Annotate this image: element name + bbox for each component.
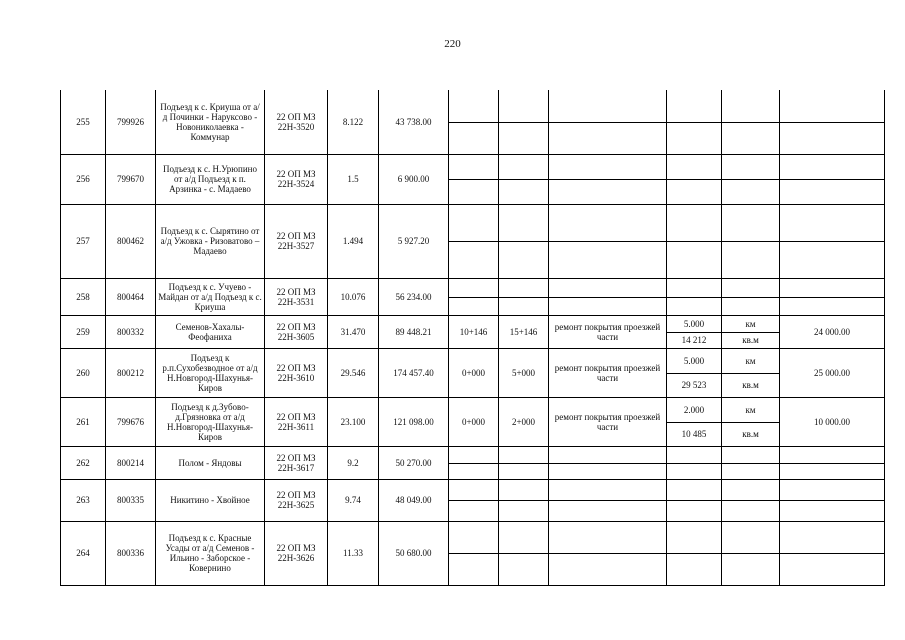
registry-id: 22 ОП МЗ 22Н-3605 xyxy=(265,315,328,348)
work-qty-area: 10 485 xyxy=(667,422,722,446)
empty-cell xyxy=(499,204,549,241)
road-length: 1.494 xyxy=(328,204,379,278)
empty-cell xyxy=(722,521,780,553)
road-name: Подъезд к с. Н.Урюпино от а/д Подъезд к п. Арзинка - с. Мадаево xyxy=(156,154,265,204)
row-number: 257 xyxy=(61,204,106,278)
work-cost: 10 000.00 xyxy=(780,397,885,446)
table-row xyxy=(61,348,885,373)
empty-cell xyxy=(499,521,549,553)
row-number: 256 xyxy=(61,154,106,204)
empty-cell xyxy=(549,122,667,154)
empty-cell xyxy=(549,154,667,179)
work-qty-km: 2.000 xyxy=(667,397,722,422)
table-row xyxy=(61,204,885,241)
empty-cell xyxy=(449,90,499,122)
table-row xyxy=(61,521,885,553)
registry-id: 22 ОП МЗ 22Н-3524 xyxy=(265,154,328,204)
empty-cell xyxy=(549,446,667,463)
empty-cell xyxy=(549,553,667,585)
work-start: 0+000 xyxy=(449,397,499,446)
road-name: Подъезд к д.Зубово-д.Грязновка от а/д Н.Новгород-Шахунья-Киров xyxy=(156,397,265,446)
road-value: 43 738.00 xyxy=(379,90,449,154)
row-number: 258 xyxy=(61,278,106,315)
empty-cell xyxy=(499,278,549,297)
empty-cell xyxy=(722,463,780,479)
empty-cell xyxy=(667,90,722,122)
empty-cell xyxy=(722,278,780,297)
empty-cell xyxy=(667,500,722,521)
work-qty-area: 14 212 xyxy=(667,332,722,348)
empty-cell xyxy=(449,553,499,585)
road-length: 11.33 xyxy=(328,521,379,585)
empty-cell xyxy=(780,479,885,500)
empty-cell xyxy=(549,179,667,204)
empty-cell xyxy=(667,204,722,241)
road-length: 9.74 xyxy=(328,479,379,521)
road-code: 800212 xyxy=(106,348,156,397)
work-type: ремонт покрытия проезжей части xyxy=(549,397,667,446)
road-value: 50 680.00 xyxy=(379,521,449,585)
empty-cell xyxy=(549,241,667,278)
work-unit-area: кв.м xyxy=(722,332,780,348)
empty-cell xyxy=(780,90,885,122)
empty-cell xyxy=(499,479,549,500)
empty-cell xyxy=(549,297,667,315)
road-name: Никитино - Хвойное xyxy=(156,479,265,521)
work-cost: 24 000.00 xyxy=(780,315,885,348)
empty-cell xyxy=(499,553,549,585)
registry-id: 22 ОП МЗ 22Н-3527 xyxy=(265,204,328,278)
empty-cell xyxy=(780,179,885,204)
empty-cell xyxy=(722,90,780,122)
road-name: Полом - Яндовы xyxy=(156,446,265,479)
work-start: 0+000 xyxy=(449,348,499,397)
road-length: 31.470 xyxy=(328,315,379,348)
road-code: 799670 xyxy=(106,154,156,204)
registry-id: 22 ОП МЗ 22Н-3610 xyxy=(265,348,328,397)
empty-cell xyxy=(667,179,722,204)
empty-cell xyxy=(449,521,499,553)
empty-cell xyxy=(667,479,722,500)
road-length: 9.2 xyxy=(328,446,379,479)
empty-cell xyxy=(499,241,549,278)
work-end: 2+000 xyxy=(499,397,549,446)
table-row xyxy=(61,315,885,332)
empty-cell xyxy=(780,521,885,553)
road-value: 50 270.00 xyxy=(379,446,449,479)
empty-cell xyxy=(549,479,667,500)
road-name: Подъезд к с. Учуево - Майдан от а/д Подъезд к с. Криуша xyxy=(156,278,265,315)
empty-cell xyxy=(549,500,667,521)
empty-cell xyxy=(449,500,499,521)
empty-cell xyxy=(780,122,885,154)
empty-cell xyxy=(549,521,667,553)
work-unit-km: км xyxy=(722,397,780,422)
work-unit-area: кв.м xyxy=(722,422,780,446)
work-type: ремонт покрытия проезжей части xyxy=(549,348,667,397)
row-number: 261 xyxy=(61,397,106,446)
road-value: 48 049.00 xyxy=(379,479,449,521)
road-length: 8.122 xyxy=(328,90,379,154)
road-code: 799676 xyxy=(106,397,156,446)
empty-cell xyxy=(667,154,722,179)
registry-id: 22 ОП МЗ 22Н-3626 xyxy=(265,521,328,585)
empty-cell xyxy=(499,90,549,122)
road-length: 10.076 xyxy=(328,278,379,315)
work-unit-km: км xyxy=(722,348,780,373)
road-length: 29.546 xyxy=(328,348,379,397)
empty-cell xyxy=(780,154,885,179)
empty-cell xyxy=(667,297,722,315)
road-length: 23.100 xyxy=(328,397,379,446)
road-name: Подъезд к с. Сырятино от а/д Ужовка - Ризоватово – Мадаево xyxy=(156,204,265,278)
row-number: 255 xyxy=(61,90,106,154)
registry-id: 22 ОП МЗ 22Н-3520 xyxy=(265,90,328,154)
empty-cell xyxy=(667,521,722,553)
empty-cell xyxy=(722,154,780,179)
empty-cell xyxy=(499,446,549,463)
table-row xyxy=(61,397,885,422)
empty-cell xyxy=(722,204,780,241)
empty-cell xyxy=(722,241,780,278)
row-number: 263 xyxy=(61,479,106,521)
empty-cell xyxy=(722,122,780,154)
table-row xyxy=(61,479,885,500)
road-code: 800332 xyxy=(106,315,156,348)
work-cost: 25 000.00 xyxy=(780,348,885,397)
empty-cell xyxy=(499,179,549,204)
table-row xyxy=(61,154,885,179)
road-name: Семенов-Хахалы-Феофаниха xyxy=(156,315,265,348)
empty-cell xyxy=(780,446,885,463)
road-name: Подъезд к с. Криуша от а/д Починки - Наруксово - Новониколаевка - Коммунар xyxy=(156,90,265,154)
road-code: 800464 xyxy=(106,278,156,315)
empty-cell xyxy=(449,154,499,179)
empty-cell xyxy=(722,446,780,463)
work-start: 10+146 xyxy=(449,315,499,348)
empty-cell xyxy=(780,278,885,297)
empty-cell xyxy=(667,463,722,479)
empty-cell xyxy=(667,122,722,154)
registry-id: 22 ОП МЗ 22Н-3617 xyxy=(265,446,328,479)
work-qty-area: 29 523 xyxy=(667,373,722,397)
road-value: 56 234.00 xyxy=(379,278,449,315)
road-value: 89 448.21 xyxy=(379,315,449,348)
empty-cell xyxy=(449,446,499,463)
empty-cell xyxy=(449,278,499,297)
empty-cell xyxy=(722,297,780,315)
empty-cell xyxy=(722,479,780,500)
empty-cell xyxy=(499,122,549,154)
road-code: 800335 xyxy=(106,479,156,521)
road-code: 800214 xyxy=(106,446,156,479)
road-code: 800462 xyxy=(106,204,156,278)
empty-cell xyxy=(549,278,667,297)
work-type: ремонт покрытия проезжей части xyxy=(549,315,667,348)
empty-cell xyxy=(722,553,780,585)
work-qty-km: 5.000 xyxy=(667,315,722,332)
empty-cell xyxy=(667,553,722,585)
road-value: 6 900.00 xyxy=(379,154,449,204)
registry-id: 22 ОП МЗ 22Н-3625 xyxy=(265,479,328,521)
table-row xyxy=(61,90,885,122)
empty-cell xyxy=(449,297,499,315)
table-row xyxy=(61,278,885,297)
row-number: 262 xyxy=(61,446,106,479)
empty-cell xyxy=(449,241,499,278)
empty-cell xyxy=(780,241,885,278)
empty-cell xyxy=(780,297,885,315)
work-unit-area: кв.м xyxy=(722,373,780,397)
empty-cell xyxy=(499,500,549,521)
empty-cell xyxy=(499,297,549,315)
road-code: 799926 xyxy=(106,90,156,154)
empty-cell xyxy=(667,278,722,297)
empty-cell xyxy=(449,204,499,241)
empty-cell xyxy=(780,463,885,479)
page-number: 220 xyxy=(444,38,461,50)
road-value: 174 457.40 xyxy=(379,348,449,397)
empty-cell xyxy=(549,90,667,122)
row-number: 260 xyxy=(61,348,106,397)
empty-cell xyxy=(722,179,780,204)
empty-cell xyxy=(780,553,885,585)
empty-cell xyxy=(449,179,499,204)
work-end: 15+146 xyxy=(499,315,549,348)
empty-cell xyxy=(499,154,549,179)
table-row xyxy=(61,446,885,463)
work-end: 5+000 xyxy=(499,348,549,397)
empty-cell xyxy=(549,204,667,241)
road-length: 1.5 xyxy=(328,154,379,204)
registry-id: 22 ОП МЗ 22Н-3611 xyxy=(265,397,328,446)
empty-cell xyxy=(780,204,885,241)
empty-cell xyxy=(780,500,885,521)
work-unit-km: км xyxy=(722,315,780,332)
empty-cell xyxy=(449,479,499,500)
empty-cell xyxy=(667,446,722,463)
road-value: 5 927.20 xyxy=(379,204,449,278)
empty-cell xyxy=(449,463,499,479)
registry-id: 22 ОП МЗ 22Н-3531 xyxy=(265,278,328,315)
road-name: Подъезд к с. Красные Усады от а/д Семенов - Ильино - Заборское - Ковернино xyxy=(156,521,265,585)
empty-cell xyxy=(667,241,722,278)
row-number: 259 xyxy=(61,315,106,348)
empty-cell xyxy=(499,463,549,479)
empty-cell xyxy=(722,500,780,521)
empty-cell xyxy=(449,122,499,154)
empty-cell xyxy=(549,463,667,479)
road-registry-table xyxy=(60,90,885,586)
row-number: 264 xyxy=(61,521,106,585)
work-qty-km: 5.000 xyxy=(667,348,722,373)
road-code: 800336 xyxy=(106,521,156,585)
road-name: Подъезд к р.п.Сухобезводное от а/д Н.Новгород-Шахунья-Киров xyxy=(156,348,265,397)
road-value: 121 098.00 xyxy=(379,397,449,446)
